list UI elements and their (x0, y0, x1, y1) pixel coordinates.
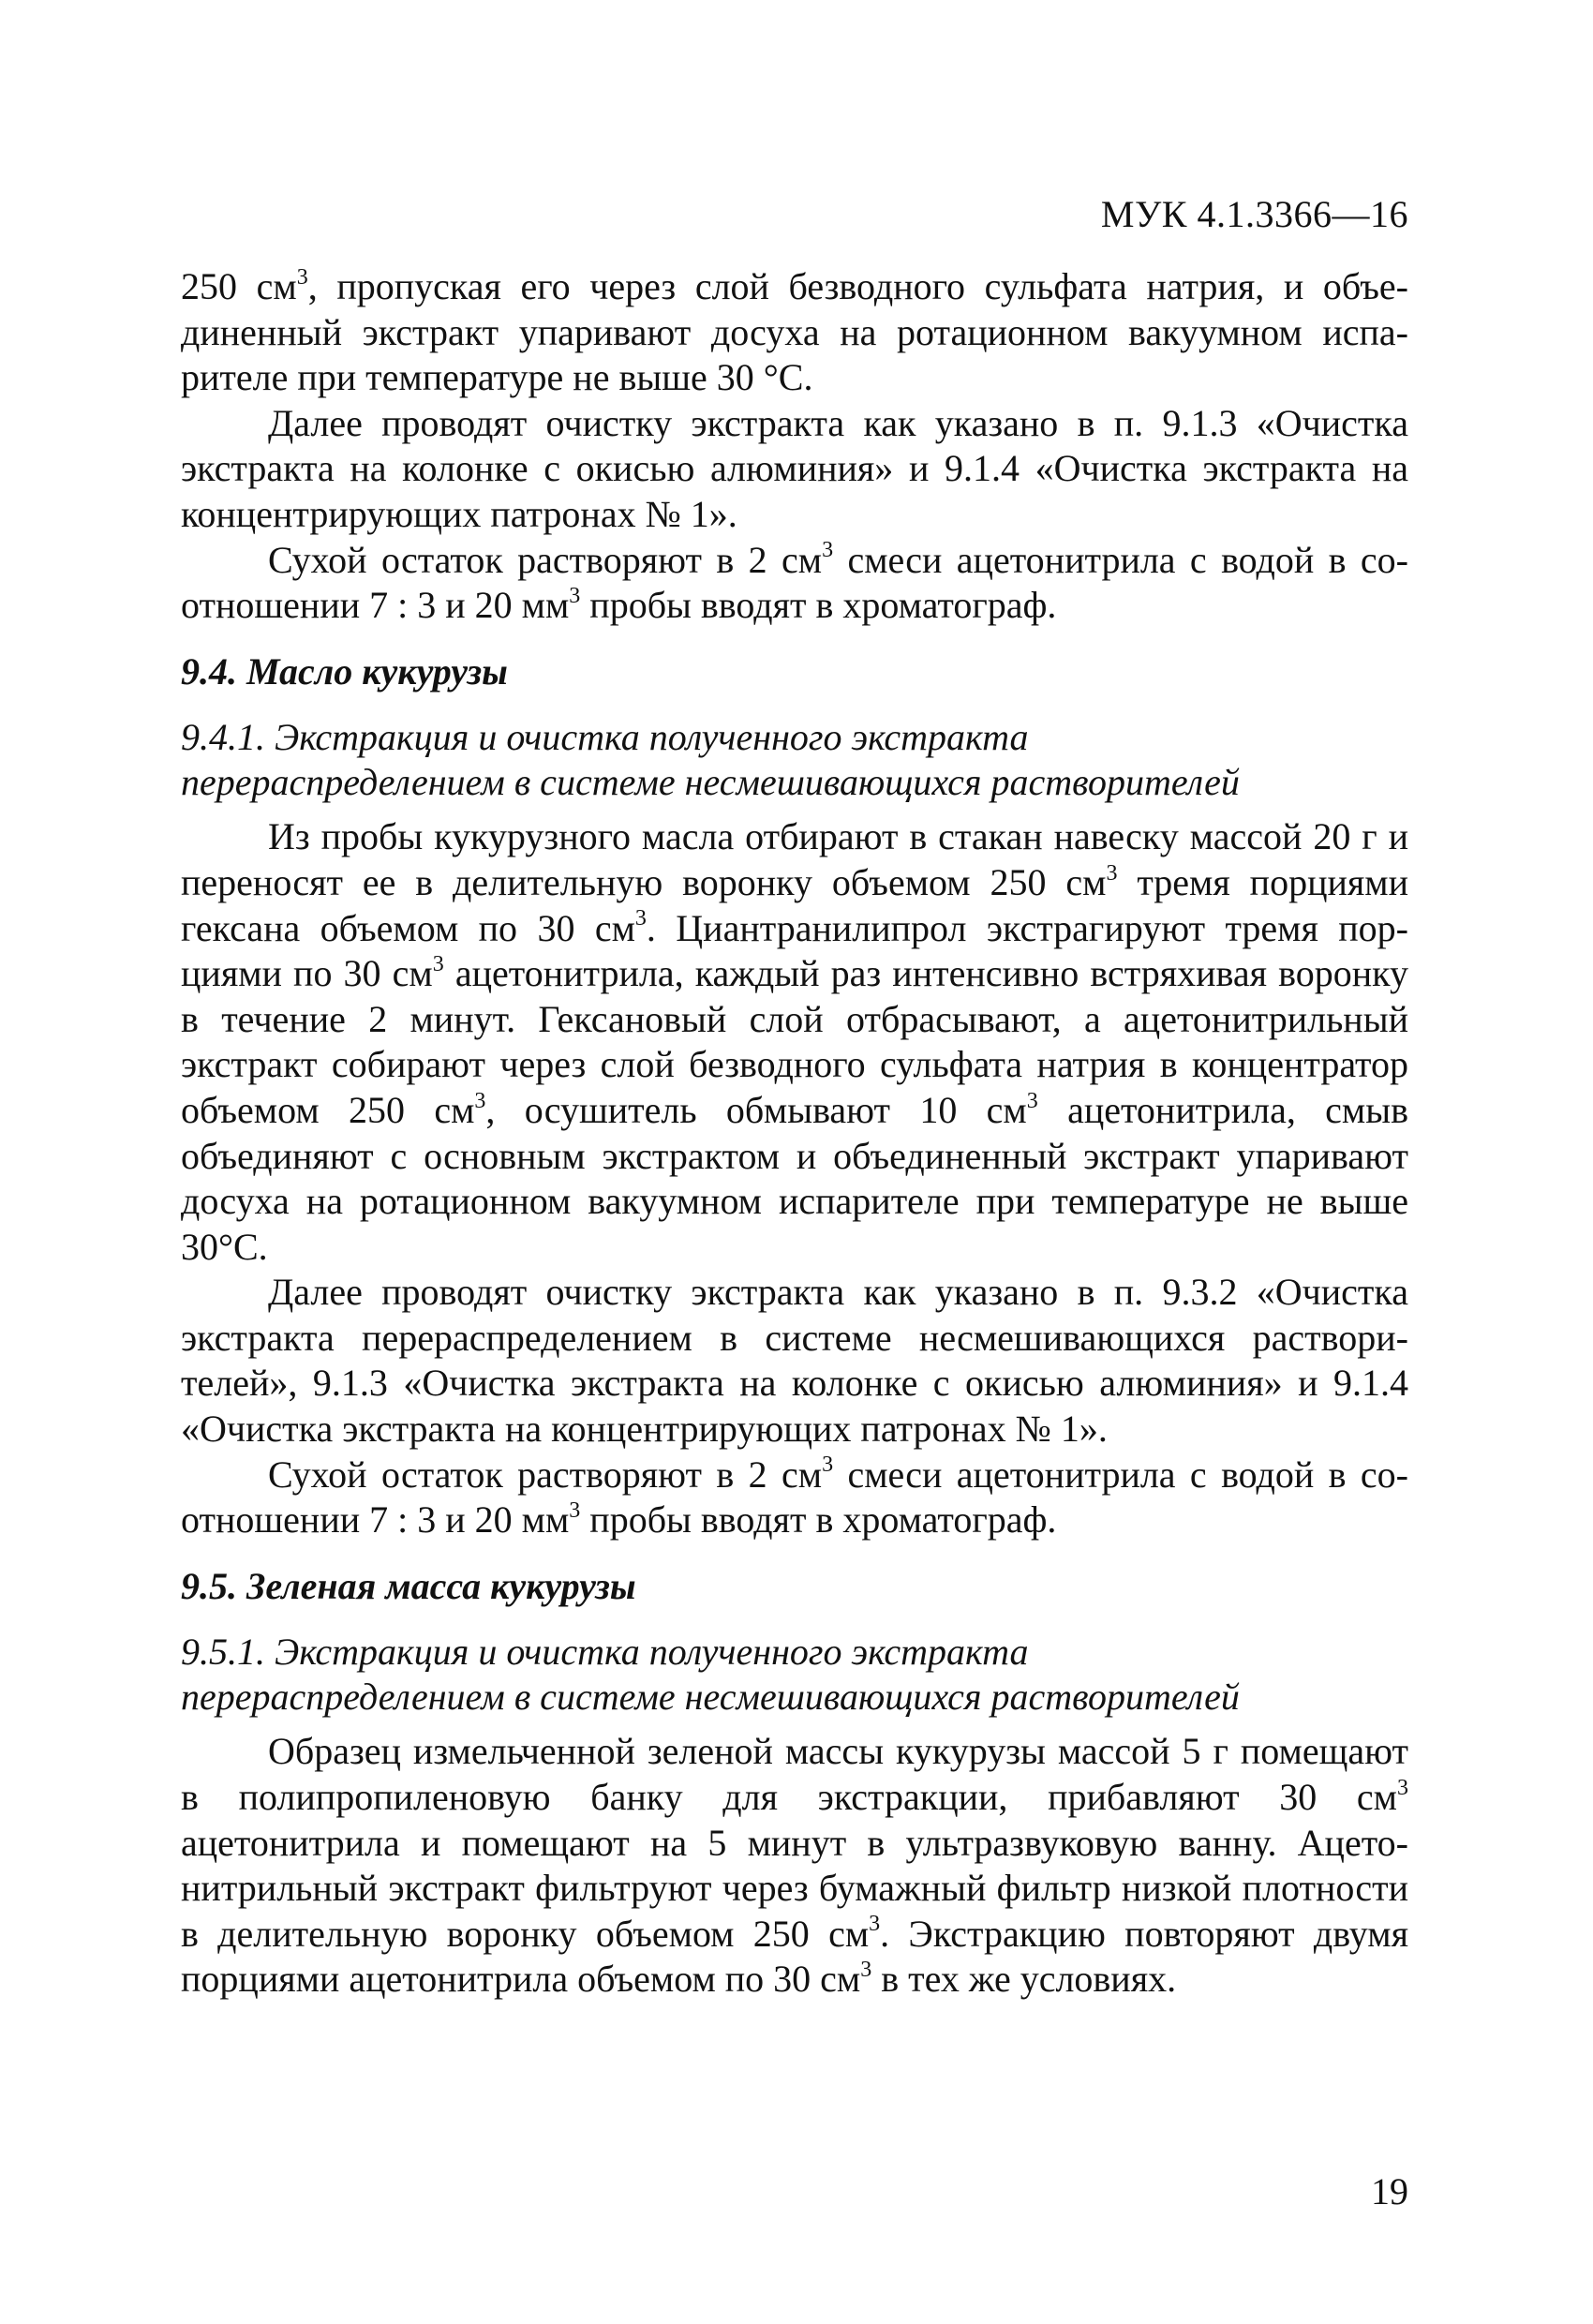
body-text (181, 264, 1408, 2003)
superscript: 3 (474, 1088, 486, 1113)
document-page (181, 0, 1408, 2324)
superscript: 3 (1106, 860, 1118, 886)
paragraph: Образец измельченной зеленой массы кукурузы массой 5 г помещают в полипропиленовую банку для экстракции, прибавляют 30 $см^3$ ацетонитрила и помещают на 5 минут в ультразвуковую ванну. Ацетонитрильный экстракт фильтруют через бумажный фильтр низкой плотности в делительную воронку объемом 250 $см^3$. Экстракцию повторяют двумя порциями ацетонитрила объемом по 30 $см^3$ в тех же условиях. (181, 1730, 1408, 2001)
paragraph: Сухой остаток растворяют в 2 $см^3$ смеси ацетонитрила с водой в соотношении 7 : 3 и 20 $мм^3$ пробы вводят в хроматограф. (181, 1452, 1408, 1542)
superscript: 3 (869, 1912, 881, 1937)
subsection-heading-9-4-1-line1: 9.4.1. Экстракция и очистка полученного экстракта (181, 716, 1029, 759)
subsection-heading-9-4-1-line2: перераспределением в системе несмешивающихся растворителей (181, 761, 1240, 804)
section-heading-9-4: 9.4. Масло кукурузы (181, 649, 508, 693)
superscript: 3 (822, 538, 834, 563)
subsection-heading-9-5-1-line2: перераспределением в системе несмешивающихся растворителей (181, 1676, 1240, 1719)
superscript: 3 (860, 1958, 872, 1983)
subsection-heading-9-5-1-line1: 9.5.1. Экстракция и очистка полученного экстракта (181, 1631, 1029, 1674)
superscript: 3 (822, 1452, 834, 1478)
superscript: 3 (1026, 1088, 1038, 1113)
superscript: 3 (1397, 1775, 1408, 1800)
paragraph-continuation: 250 $см^3$, пропуская его через слой безводного сульфата натрия, и объединенный экстракт упаривают досуха на ротационном вакуумном испарителе при температуре не выше 30 °С. (181, 264, 1408, 399)
superscript: 3 (569, 583, 581, 608)
paragraph: Сухой остаток растворяют в 2 $см^3$ смеси ацетонитрила с водой в соотношении 7 : 3 и 20 $мм^3$ пробы вводят в хроматограф. (181, 538, 1408, 627)
page-number: 19 (1371, 2170, 1408, 2212)
superscript: 3 (569, 1497, 581, 1523)
running-header: МУК 4.1.3366—16 (1100, 193, 1408, 235)
paragraph: Далее проводят очистку экстракта как указано в п. 9.3.2 «Очистка экстракта перераспределением в системе несмешивающихся растворителей», 9.1.3 «Очистка экстракта на колонке с окисью алюминия» и 9.1.4 «Очистка экстракта на концентрирующих патронах № 1». (181, 1271, 1408, 1451)
paragraph: Из пробы кукурузного масла отбирают в стакан навеску массой 20 г и переносят ее в делительную воронку объемом 250 $см^3$ тремя порциями гексана объемом по 30 $см^3$. Циантранилипрол экстрагируют тремя порциями по 30 $см^3$ ацетонитрила, каждый раз интенсивно встряхивая воронку в течение 2 минут. Гексановый слой отбрасывают, а ацетонитрильный экстракт собирают через слой безводного сульфата натрия в концентратор объемом 250 $см^3$, осушитель обмывают 10 $см^3$ ацетонитрила, смыв объединяют с основным экстрактом и объединенный экстракт упаривают досуха на ротационном вакуумном испарителе при температуре не выше 30°С. (181, 815, 1408, 1268)
section-heading-9-5: 9.5. Зеленая масса кукурузы (181, 1564, 636, 1607)
paragraph: Далее проводят очистку экстракта как указано в п. 9.1.3 «Очистка экстракта на колонке с окисью алюминия» и 9.1.4 «Очистка экстракта на концентрирующих патронах № 1». (181, 401, 1408, 535)
superscript: 3 (432, 951, 444, 976)
superscript: 3 (634, 906, 647, 931)
superscript: 3 (296, 264, 308, 290)
